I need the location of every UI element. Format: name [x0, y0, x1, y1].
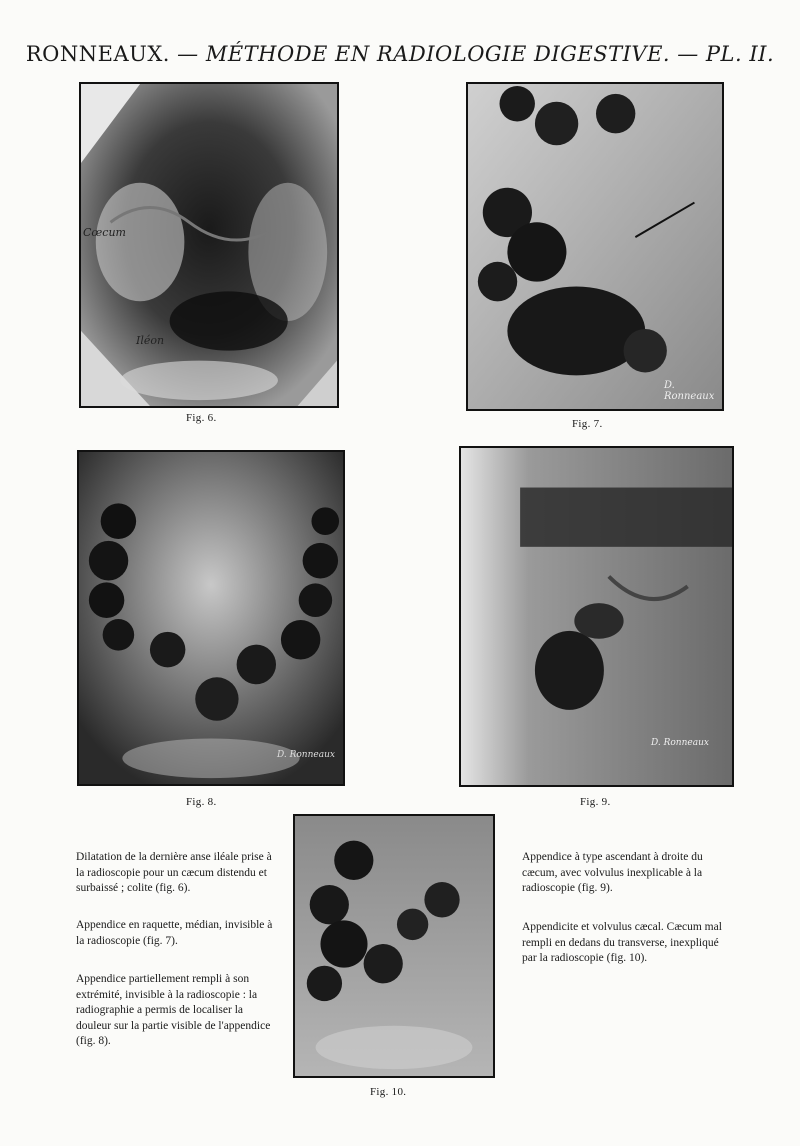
caption-fig-6: Fig. 6.: [186, 412, 217, 424]
description-fig-8: Appendice partiellement rempli à son extrémité, invisible à la radioscopie : la radiographie a permis de localiser la douleur sur la partie visible de l'appendice (fig. 8).: [76, 973, 271, 1047]
signature-fig-7: D. Ronneaux: [664, 380, 715, 402]
title-author: RONNEAUX.: [25, 42, 170, 66]
label-cecum: Cœcum: [83, 226, 126, 239]
radiograph-fig-7: [466, 82, 724, 411]
description-fig-6: Dilatation de la dernière anse iléale prise à la radioscopie pour un cæcum distendu et surbaissé ; colite (fig. 6).: [76, 851, 272, 894]
caption-fig-7: Fig. 7.: [572, 418, 603, 430]
radiograph-fig-6: [79, 82, 339, 408]
title-rest: — MÉTHODE EN RADIOLOGIE DIGESTIVE. — PL. II.: [177, 42, 775, 66]
page-title: [0, 42, 800, 66]
description-fig-9: Appendice à type ascendant à droite du cæcum, avec volvulus inexplicable à la radioscopie (fig. 9).: [522, 851, 703, 894]
signature-fig-9: D. Ronneaux: [651, 738, 709, 748]
caption-fig-8: Fig. 8.: [186, 796, 217, 808]
radiograph-fig-10: [293, 814, 495, 1078]
signature-fig-8: D. Ronneaux: [277, 750, 335, 760]
description-fig-10: Appendicite et volvulus cæcal. Cæcum mal rempli en dedans du transverse, inexpliqué par la radioscopie (fig. 10).: [522, 921, 722, 964]
caption-fig-10: Fig. 10.: [370, 1086, 407, 1098]
radiograph-fig-8: [77, 450, 345, 786]
description-fig-7: Appendice en raquette, médian, invisible à la radioscopie (fig. 7).: [76, 919, 273, 947]
label-ileon: Iléon: [136, 334, 165, 347]
radiograph-fig-9: [459, 446, 734, 787]
caption-fig-9: Fig. 9.: [580, 796, 611, 808]
